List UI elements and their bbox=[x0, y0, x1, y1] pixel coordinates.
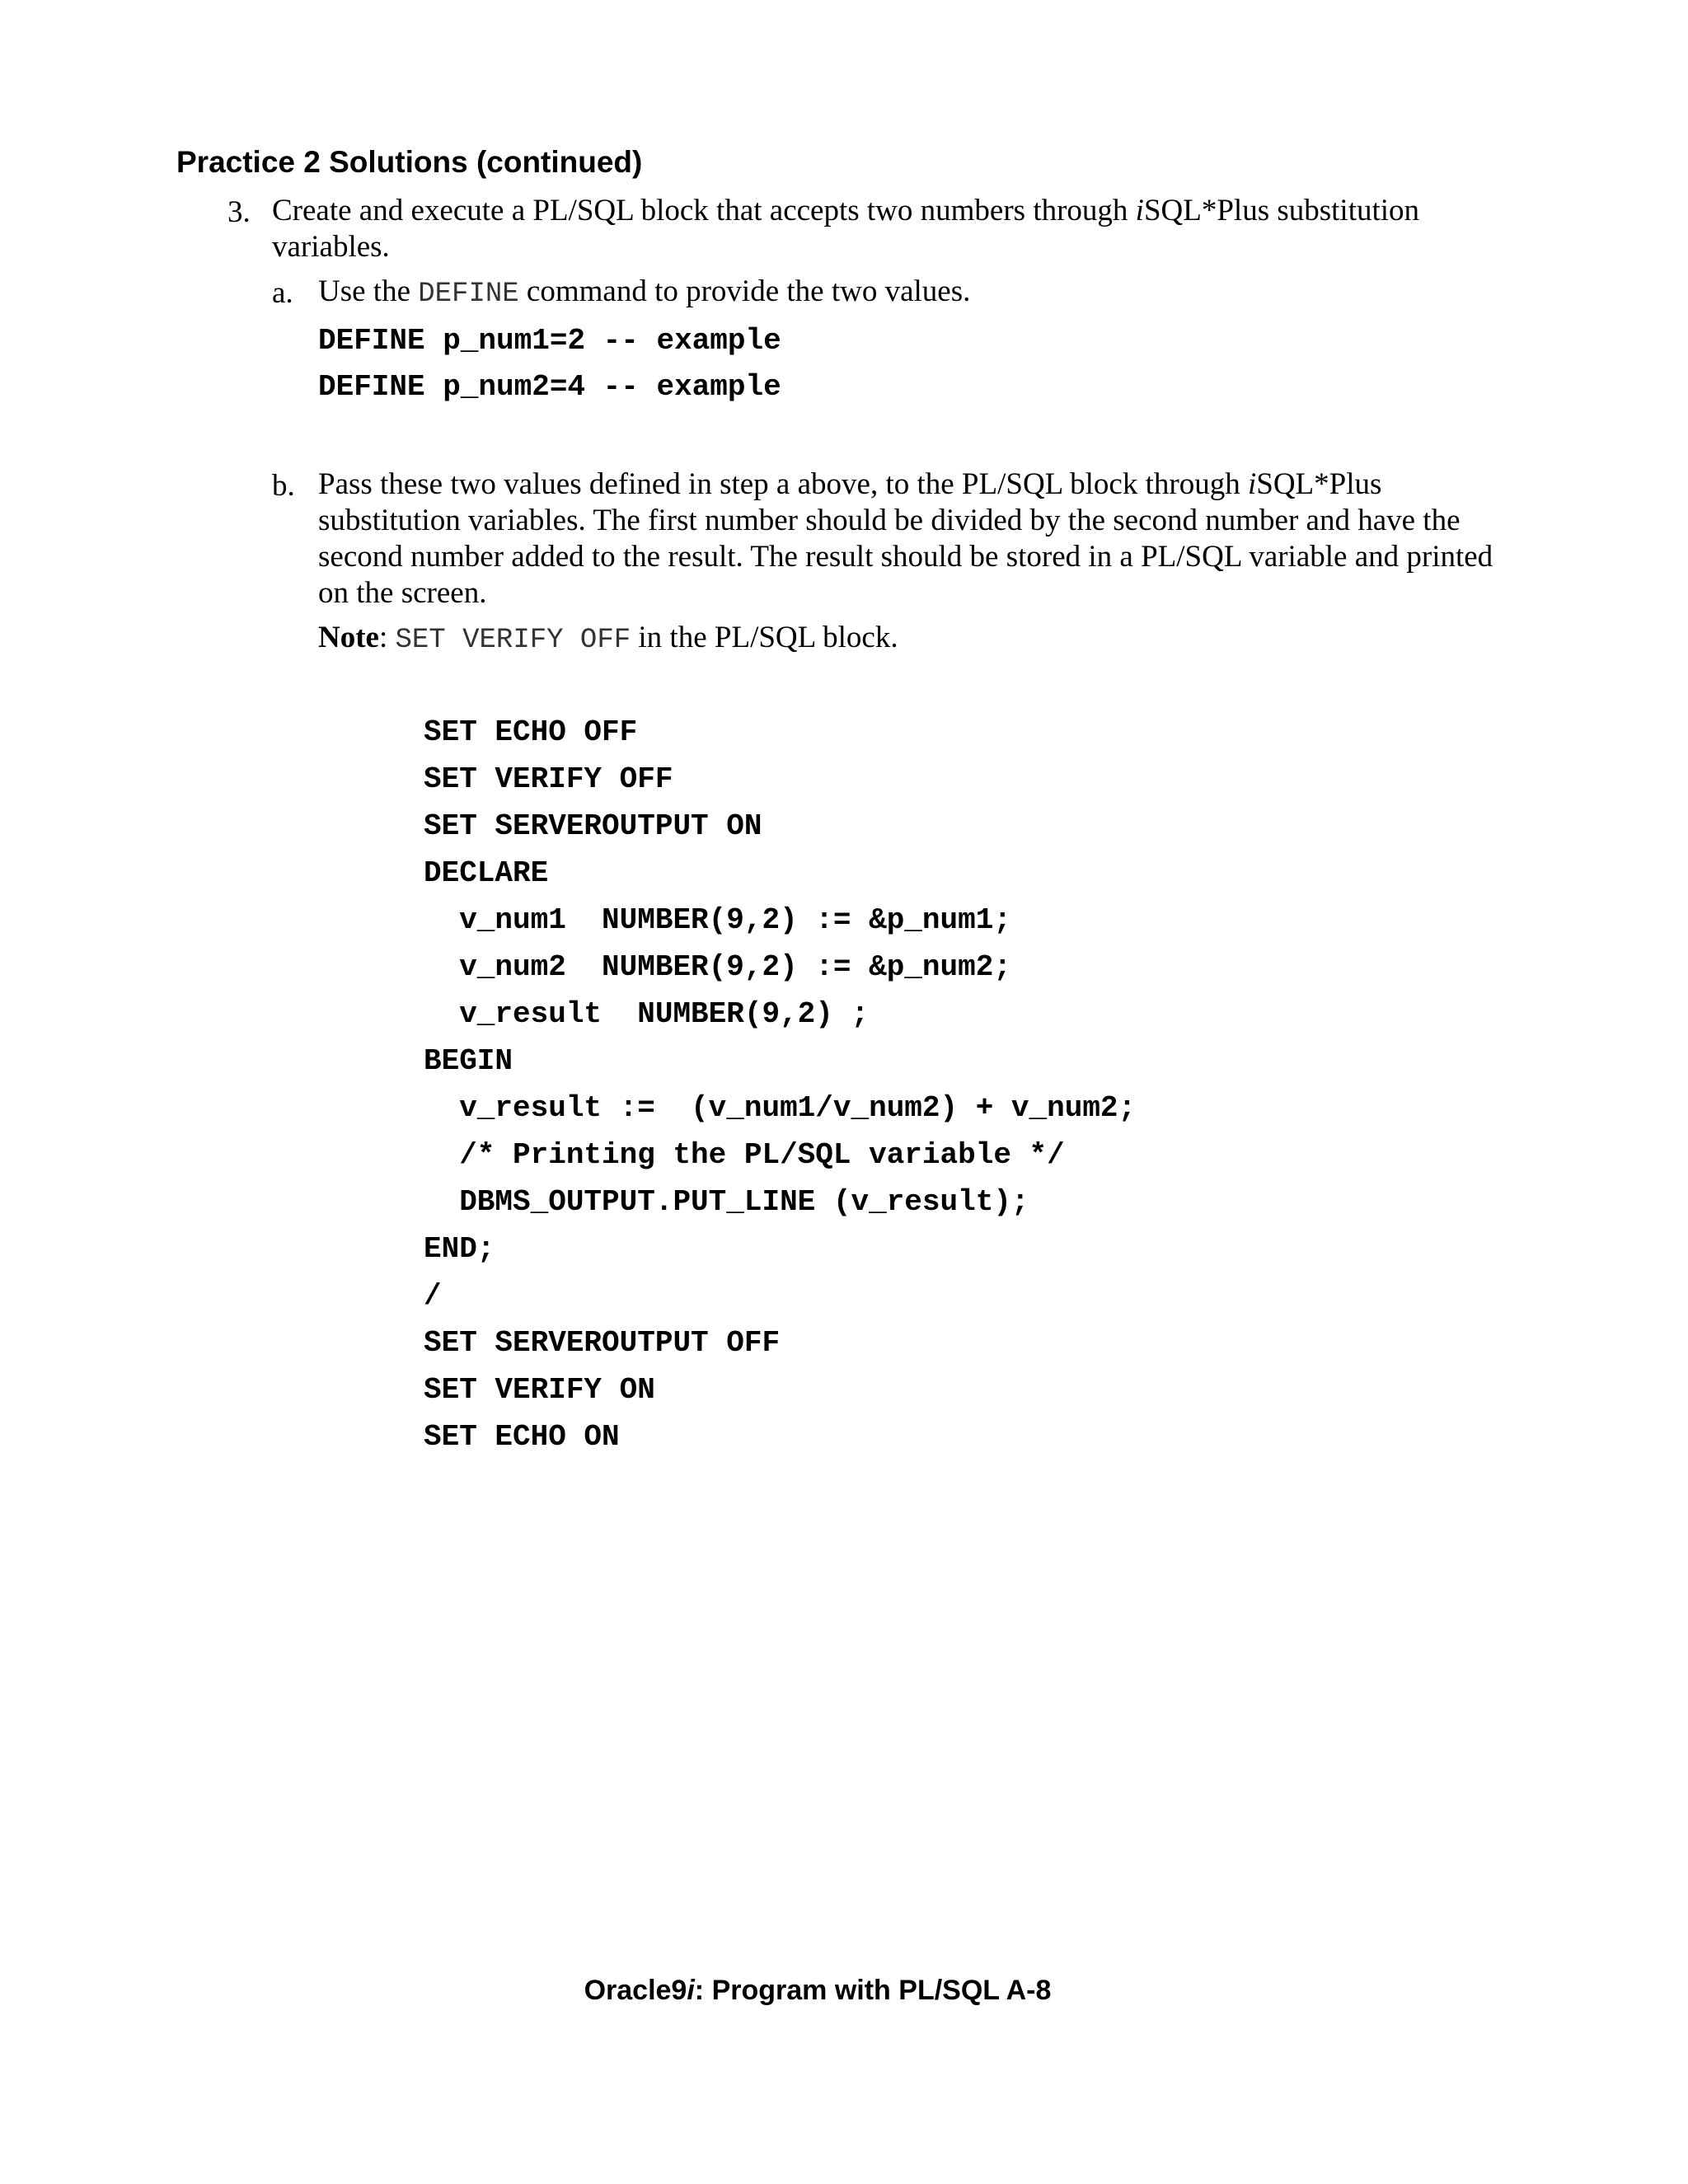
item-b-line-2: substitution variables. The first number should be divided by the second number and have the bbox=[318, 504, 1461, 537]
code-line: END; bbox=[424, 1232, 495, 1266]
page-footer: Oracle9i: Program with PL/SQL A-8 bbox=[584, 1975, 1052, 2006]
note-label: Note bbox=[318, 621, 379, 654]
item-a-marker: a. bbox=[272, 276, 293, 310]
item-b-note: Note: SET VERIFY OFF in the PL/SQL block. bbox=[318, 621, 898, 656]
code-line: v_result NUMBER(9,2) ; bbox=[424, 997, 870, 1031]
item-b-line-4: on the screen. bbox=[318, 576, 487, 610]
item-b-text bbox=[318, 466, 1493, 612]
item-3-line-2: variables. bbox=[272, 230, 390, 264]
code-line: / bbox=[424, 1279, 442, 1313]
code-line: SET VERIFY OFF bbox=[424, 762, 673, 796]
item-b-line-1: Pass these two values defined in step a above, to the PL/SQL block through iSQL*Plus bbox=[318, 467, 1382, 501]
code-line: SET SERVEROUTPUT ON bbox=[424, 809, 762, 843]
code-line: SET ECHO OFF bbox=[424, 715, 638, 749]
define-line-2: DEFINE p_num2=4 -- example bbox=[318, 370, 781, 404]
code-line: SET SERVEROUTPUT OFF bbox=[424, 1326, 781, 1360]
code-line: v_result := (v_num1/v_num2) + v_num2; bbox=[424, 1091, 1137, 1125]
code-line: SET ECHO ON bbox=[424, 1420, 620, 1454]
code-line: DECLARE bbox=[424, 856, 549, 890]
page-heading: Practice 2 Solutions (continued) bbox=[176, 145, 643, 179]
code-line: /* Printing the PL/SQL variable */ bbox=[424, 1138, 1065, 1172]
code-line: SET VERIFY ON bbox=[424, 1373, 655, 1407]
define-keyword: DEFINE bbox=[418, 279, 519, 310]
item-b-line-3: second number added to the result. The result should be stored in a PL/SQL variable and printed bbox=[318, 540, 1493, 574]
item-3-marker: 3. bbox=[227, 195, 251, 229]
code-line: v_num1 NUMBER(9,2) := &p_num1; bbox=[424, 903, 1011, 937]
define-line-1: DEFINE p_num1=2 -- example bbox=[318, 324, 781, 358]
note-code: SET VERIFY OFF bbox=[395, 625, 631, 656]
code-line: BEGIN bbox=[424, 1044, 513, 1078]
code-line: v_num2 NUMBER(9,2) := &p_num2; bbox=[424, 950, 1011, 984]
code-line: DBMS_OUTPUT.PUT_LINE (v_result); bbox=[424, 1185, 1029, 1219]
item-3-text bbox=[272, 193, 1419, 265]
item-a-text: Use the DEFINE command to provide the two values. bbox=[318, 274, 971, 310]
item-b-marker: b. bbox=[272, 469, 295, 503]
item-3-line-1: Create and execute a PL/SQL block that accepts two numbers through iSQL*Plus substitution bbox=[272, 194, 1420, 227]
